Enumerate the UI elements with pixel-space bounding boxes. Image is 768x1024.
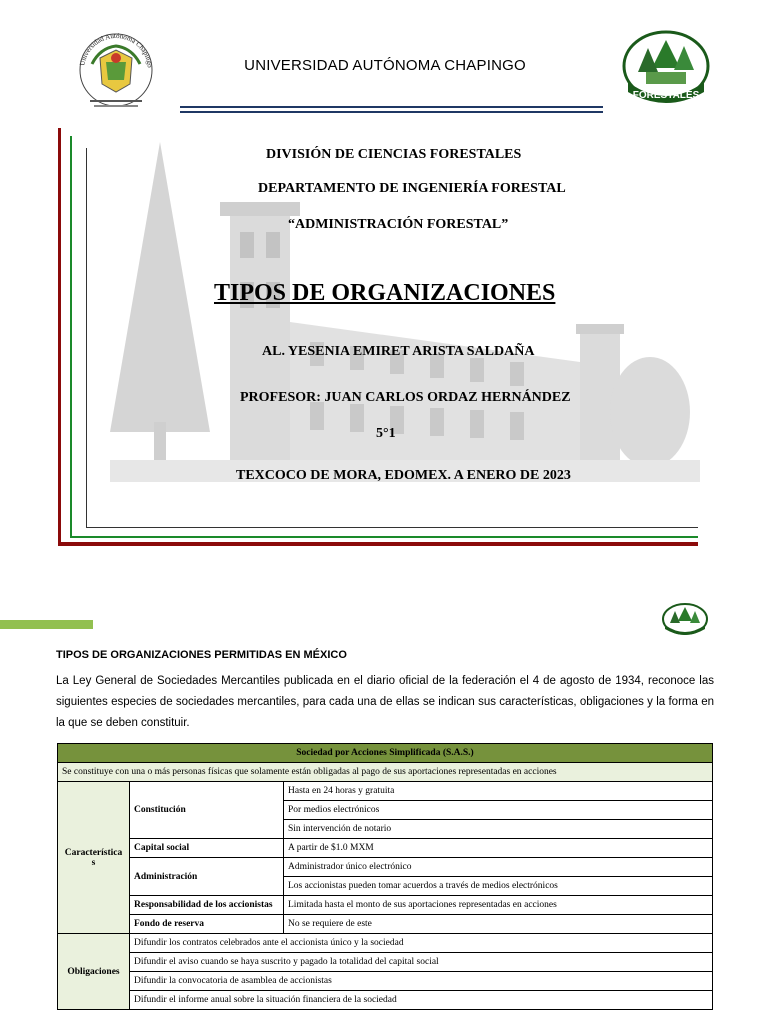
- table-row: [58, 972, 713, 991]
- table-cell: Difundir el informe anual sobre la situación financiera de la sociedad: [130, 991, 713, 1010]
- table-row: [58, 744, 713, 763]
- department-text: DEPARTAMENTO DE INGENIERÍA FORESTAL: [258, 181, 566, 196]
- division-text: DIVISIÓN DE CIENCIAS FORESTALES: [266, 147, 522, 162]
- table-row: [58, 934, 713, 953]
- table-row: [58, 782, 713, 801]
- responsabilidad-label: Responsabilidad de los accionistas: [130, 896, 284, 915]
- administracion-label: Administración: [130, 858, 284, 896]
- table-row: [58, 896, 713, 915]
- frame-border: [58, 542, 698, 546]
- table-cell: Por medios electrónicos: [284, 801, 713, 820]
- capital-label: Capital social: [130, 839, 284, 858]
- table-cell: Difundir la convocatoria de asamblea de accionistas: [130, 972, 713, 991]
- professor-name: PROFESOR: JUAN CARLOS ORDAZ HERNÁNDEZ: [240, 390, 571, 405]
- chapingo-seal-logo: [70, 28, 162, 120]
- table-title: Sociedad por Acciones Simplificada (S.A.S.): [58, 744, 713, 763]
- table-cell: Administrador único electrónico: [284, 858, 713, 877]
- document-title: TIPOS DE ORGANIZACIONES: [214, 280, 556, 306]
- table-row: [58, 763, 713, 782]
- table-row: [58, 953, 713, 972]
- frame-border: [86, 527, 698, 528]
- forestales-small-logo: [660, 603, 710, 637]
- place-date-text: TEXCOCO DE MORA, EDOMEX. A ENERO DE 2023: [236, 468, 571, 483]
- fondo-label: Fondo de reserva: [130, 915, 284, 934]
- obligaciones-label: Obligaciones: [58, 934, 130, 1010]
- table-row: [58, 839, 713, 858]
- green-accent-bar: [0, 620, 93, 629]
- table-row: [58, 858, 713, 877]
- intro-paragraph: La Ley General de Sociedades Mercantiles publicada en el diario oficial de la federación el 4 de agosto de 1934, reconoce las siguientes especies de sociedades mercantiles, para cada una de ellas se indican sus características, obligaciones y la forma en la que se deben constituir.: [56, 675, 714, 729]
- sas-table: [57, 743, 713, 1010]
- group-text: 5°1: [376, 426, 396, 441]
- university-title: UNIVERSIDAD AUTÓNOMA CHAPINGO: [244, 57, 526, 74]
- svg-text:FORESTALES: FORESTALES: [632, 90, 700, 101]
- table-cell: Difundir los contratos celebrados ante el accionista único y la sociedad: [130, 934, 713, 953]
- frame-border: [70, 536, 698, 538]
- svg-text:Universidad Autónoma Chapingo: Universidad Autónoma Chapingo: [78, 31, 154, 69]
- frame-border: [58, 128, 61, 546]
- table-cell: Hasta en 24 horas y gratuita: [284, 782, 713, 801]
- course-text: “ADMINISTRACIÓN FORESTAL”: [288, 217, 509, 232]
- table-row: [58, 915, 713, 934]
- table-description: Se constituye con una o más personas físicas que solamente están obligadas al pago de sus aportaciones representadas en acciones: [58, 763, 713, 782]
- table-cell: A partir de $1.0 MXM: [284, 839, 713, 858]
- forestales-logo: [618, 30, 714, 106]
- table-cell: Sin intervención de notario: [284, 820, 713, 839]
- header-rule-bottom: [180, 111, 603, 113]
- student-name: AL. YESENIA EMIRET ARISTA SALDAÑA: [262, 344, 535, 359]
- caracteristicas-label: Característica s: [58, 782, 130, 934]
- section-heading: TIPOS DE ORGANIZACIONES PERMITIDAS EN MÉXICO: [56, 649, 347, 661]
- frame-border: [86, 148, 87, 528]
- frame-border: [70, 136, 72, 538]
- table-row: [58, 991, 713, 1010]
- header-rule-top: [180, 106, 603, 108]
- constitucion-label: Constitución: [130, 782, 284, 839]
- table-cell: Limitada hasta el monto de sus aportaciones representadas en acciones: [284, 896, 713, 915]
- table-cell: No se requiere de este: [284, 915, 713, 934]
- table-cell: Difundir el aviso cuando se haya suscrito y pagado la totalidad del capital social: [130, 953, 713, 972]
- table-cell: Los accionistas pueden tomar acuerdos a través de medios electrónicos: [284, 877, 713, 896]
